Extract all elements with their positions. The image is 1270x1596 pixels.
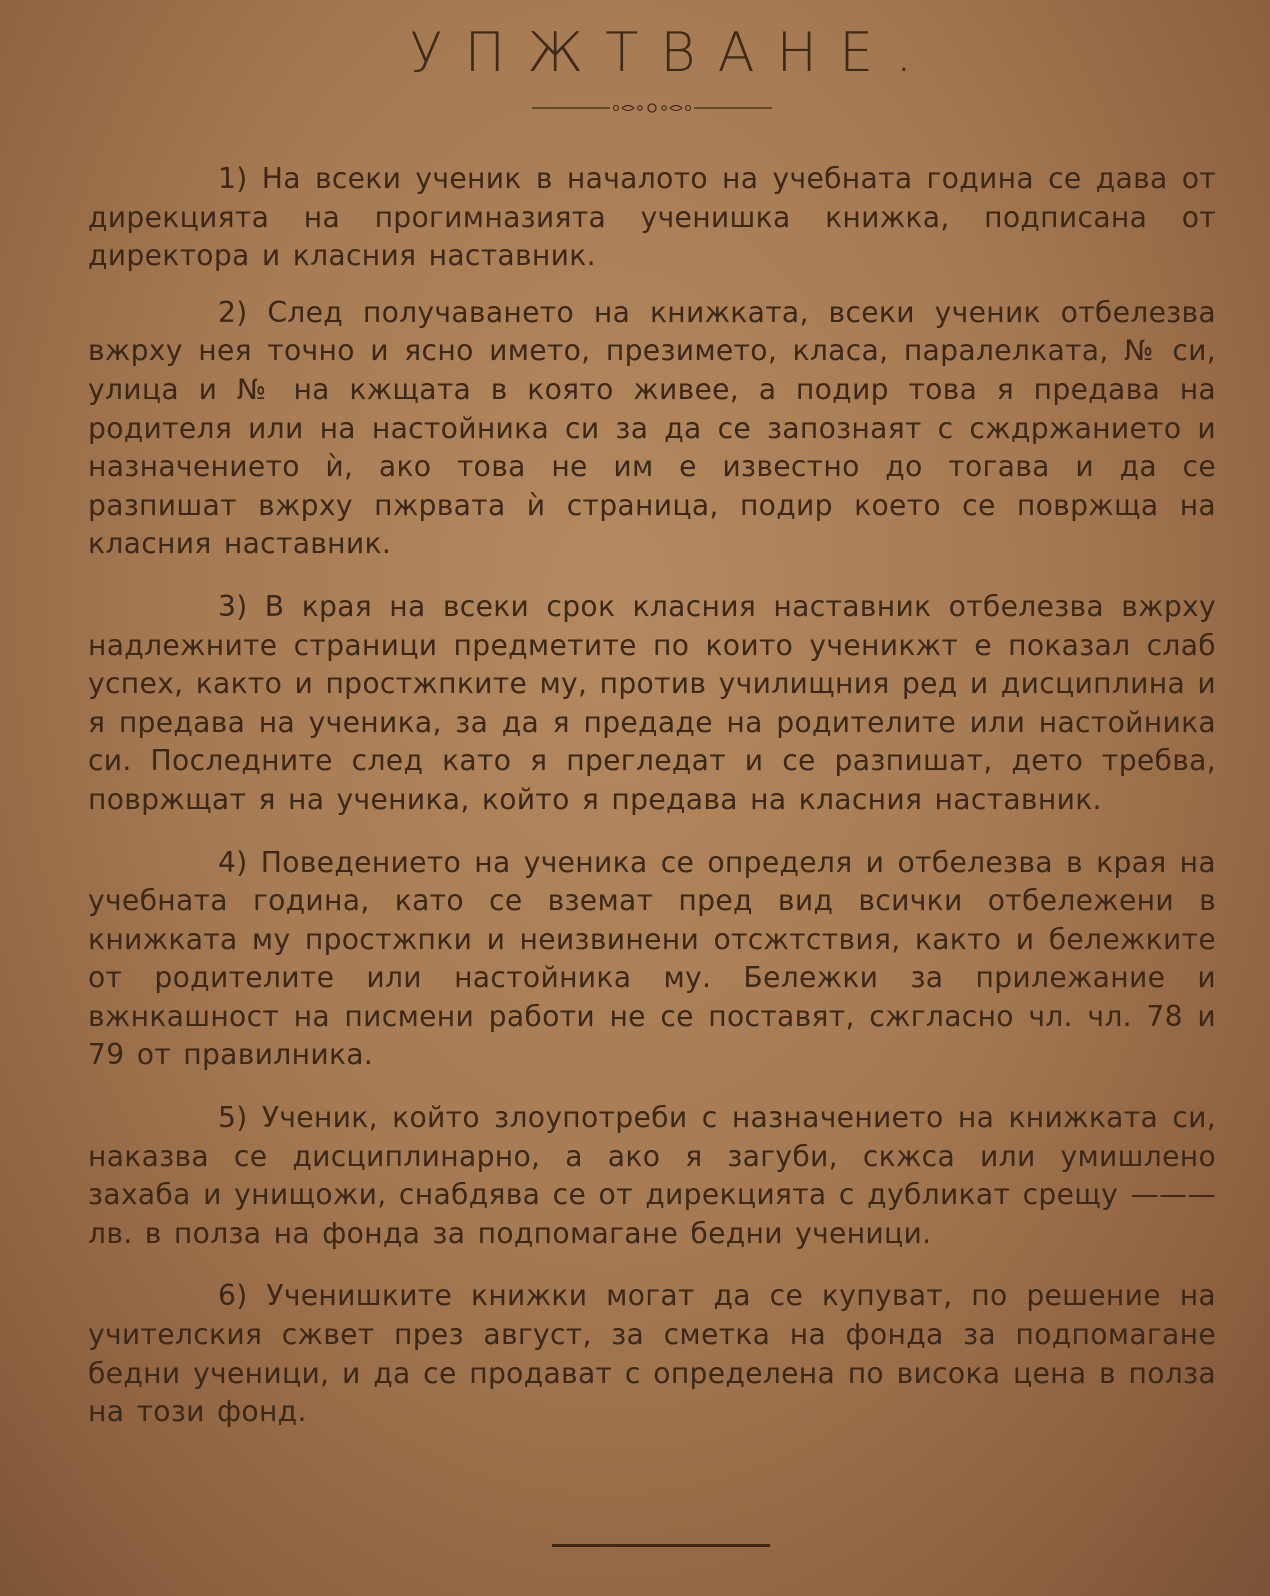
page-title: УПЖТВАНЕ. <box>409 21 935 84</box>
paragraph-3: 3) В края на всеки срок класния наставник отбелезва вжрху надлежните страници предметите по които ученикжт е показал слаб успех, както и простжпките му, против училищния ред и дисциплина и я предава на ученика, за да я предаде на родителите или настойника си. Последните след като я прегледат и се разпишат, дето требва, повржщат я на ученика, който я предава на класния наставник. <box>88 589 1216 816</box>
paragraph-5: 5) Ученик, който злоупотреби с назначението на книжката си, наказва се дисциплинарно, а ако я загуби, скжса или умишлено захаба и унищожи, снабдява се от дирекцията с дубликат срещу ——— лв. в полза на фонда за подпомагане бедни ученици. <box>88 1101 1216 1250</box>
paragraph-1: 1) На всеки ученик в началото на учебната година се дава от дирекцията на прогимназията ученишка книжка, подписана от директора и класния наставник. <box>88 162 1216 273</box>
closing-rule <box>552 1544 770 1547</box>
title-ornament <box>532 100 772 116</box>
paragraph-4: 4) Поведението на ученика се определя и отбелезва в края на учебната година, като се вземат пред вид всички отбележени в книжката му простжпки и неизвинени отсжтствия, както и бележките от родителите или настойника му. Бележки за прилежание и вжнкашност на писмени работи не се поставят, сжгласно чл. чл. 78 и 79 от правилника. <box>88 845 1216 1072</box>
paragraph-2: 2) След получаването на книжката, всеки ученик отбелезва вжрху нея точно и ясно името, презимето, класа, паралелката, № си, улица и № на кжщата в която живее, а подир това я предава на родителя или на настойника си за да се запознаят с сждржанието и назначението ѝ, ако това не им е известно до тогава и да се разпишат вжрху пжрвата ѝ страница, подир което се повржща на класния наставник. <box>88 295 1216 561</box>
paragraph-6: 6) Ученишките книжки могат да се купуват, по решение на учителския сжвет през август, за сметка на фонда за подпомагане бедни ученици, и да се продават с определена по висока цена в полза на този фонд. <box>88 1279 1216 1429</box>
